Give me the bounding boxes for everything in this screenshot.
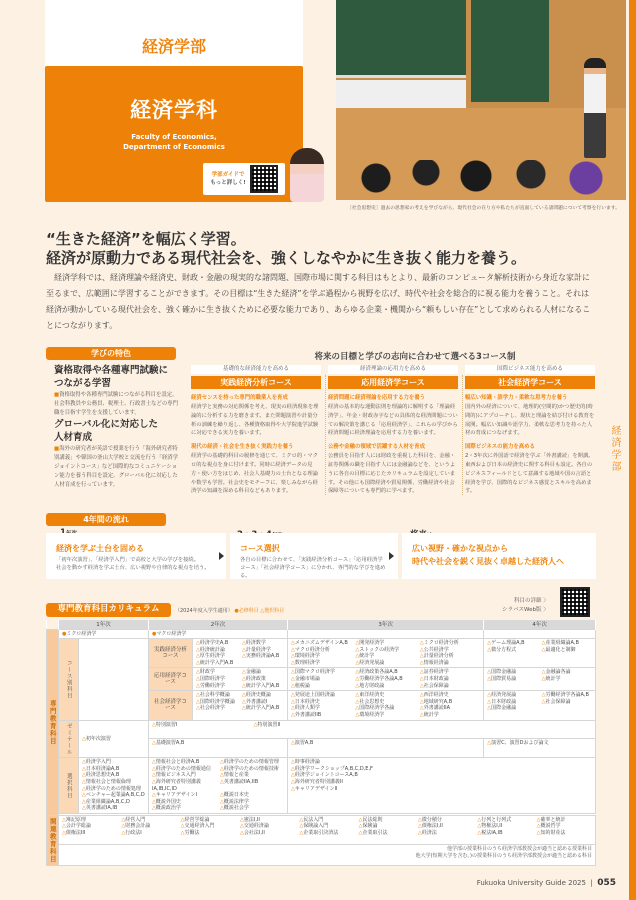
course-subject: △企業取引法 xyxy=(358,830,388,837)
course-subject: △租税論 xyxy=(291,682,310,689)
photo-caption: ［社会思想史］過去の思想家の考えを学びながら、現代社会の在り方や私たちが直面している諸問題について考察を行います。 xyxy=(347,206,620,211)
course-subject: △微分方程式 xyxy=(487,646,517,653)
chalkboard xyxy=(336,0,466,78)
course-subject: △経済史概論 xyxy=(242,692,271,699)
course-subject: △社会思想史 xyxy=(355,698,385,705)
course-subject: △ストックの経済学 xyxy=(355,646,400,653)
course-subject: △証券経済学 xyxy=(419,669,449,676)
course-subject: △債権法I,II xyxy=(417,823,443,830)
curriculum-title: 専門教育科目カリキュラム xyxy=(46,603,171,617)
course-subject: △経済数学 xyxy=(242,640,266,647)
course-subject: △地域研究A,B xyxy=(419,698,453,705)
guide-qr-card[interactable] xyxy=(203,163,285,195)
chalkboard xyxy=(471,0,549,102)
course-subject: △産業組織論A,B,C,D xyxy=(82,798,130,805)
table-row: △基礎演習A,B △演習A,B △演習C、演習Dおよび論文 xyxy=(47,739,596,758)
course-subject: △英書講読IA,IB xyxy=(82,805,118,812)
course-subject: △概説外国史 xyxy=(152,798,181,805)
course-subject: △発展途上国経済論 xyxy=(291,692,335,699)
courses-title: 将来の目標と学びの志向に合わせて選べる3コース制 xyxy=(314,352,516,362)
course-subject: △行列と行列式 xyxy=(477,816,512,823)
arrow-right-icon xyxy=(389,552,394,560)
flow-step-2: コース選択 各自の目標に合わせて、「実践経済分析コース」「応用経済学 コース」「社会経済学コース」に分かれ、専門的な学びを進める。 xyxy=(230,533,398,579)
course-subject: △外書講読I xyxy=(242,698,268,705)
course-subject: △数理経済学 xyxy=(291,659,320,666)
page-edge-stripe xyxy=(629,0,636,900)
course-subject: △労働法 xyxy=(180,830,200,837)
course-subject: △経済学のための情報処理 xyxy=(82,785,141,792)
course-subject: △情報と産業 xyxy=(220,772,249,779)
course-subject: △行政法I xyxy=(121,830,142,837)
course-subject: △経済学ジョイントコースA,B xyxy=(291,772,358,779)
course-subject: △マクロ経済分析 xyxy=(291,646,330,653)
course-subject: △金融論 xyxy=(242,669,261,676)
department-en: Faculty of Economics, Department of Economics xyxy=(123,133,225,151)
course-subject: △経済学ワークショップA,B,C,D,E,F xyxy=(291,765,373,772)
feature-heading: 資格取得や各種専門試験に つながる学習 xyxy=(54,365,169,389)
lead-heading-2: 経済が原動力である現代社会を、強くしなやかに生き抜く能力を養う。 xyxy=(46,249,527,267)
course-subject: △債権法III xyxy=(62,830,86,837)
course-subject: △外書講読IIA xyxy=(419,705,451,712)
course-subject: △ベンチャー起業論A,B,C,D xyxy=(82,792,145,799)
course-subject: △税法IA,IB xyxy=(477,830,503,837)
feature-heading: グローバル化に対応した 人材育成 xyxy=(54,419,159,443)
flow-step-1: 経済を学ぶ土台を固める 「初年次演習」、「経済学入門」で高校と大学の学びを接続。 社会を動かす経済を学ぶ土台、広い視野や自律的な視点を培う。 xyxy=(46,533,226,579)
course-subject: △社会科学概論 xyxy=(196,692,230,699)
course-subject: △計量経済分析 xyxy=(419,653,454,660)
course-subject: △社会保障論 xyxy=(541,698,571,705)
course-subject: △企業取引決済法 xyxy=(299,830,339,837)
course-subject: △微分積分 xyxy=(417,816,442,823)
course-name: 実践経済分析コース xyxy=(191,376,321,389)
course-subject: △財政学 xyxy=(196,669,215,676)
course-subject: △外書講読IIB xyxy=(291,712,322,719)
course-subject: △金融市場論 xyxy=(291,676,320,683)
curriculum-legend: （2024年度入学生適用） ●必修科目 △選択科目 xyxy=(175,608,285,614)
faculty-title: 経済学部 xyxy=(141,37,206,56)
table-row: 選択科目 △経済学入門 △日本経済論A,B △経済思想史A,B △情報社会と情報倫理 △経済学のための情報処理 △ベンチャー起業論A,B,C,D △産業組織論A,B,C,D △英書講読IA,IB △情報社会と経済A,B △経済学のための情報管理 △経済学のための情報通信 △経済学のための情報技術 △情報ビジネス入門 △情報と産業 △海外研究者特別講義 IA,IB,IC,ID △英書講読IIA,IIB △キャリアデザインI △概説日本史 △概説外国史 △概説法律学 △概説政治学 △概説社会学 △時事経済論 △経済学ワークショップA,B,C,D,E,F △経済学ジョイントコースA,B △海外研究者特別講義II △キャリアデザインII xyxy=(47,758,596,814)
wall-band xyxy=(336,80,466,108)
course-subject: △経済政策 xyxy=(242,676,266,683)
course-subject: △会社法I,II xyxy=(239,830,265,837)
course-subject: △保険論入門 xyxy=(299,823,329,830)
course-subject: △簿記原理 xyxy=(62,816,86,823)
course-subject: △国際貿易論 xyxy=(487,676,517,683)
course-name: 応用経済学コース xyxy=(328,376,458,389)
course-subject: △西洋経済史 xyxy=(419,692,449,699)
course-subject: △統計学入門A,B xyxy=(242,705,280,712)
course-subject: △交通経済論 xyxy=(239,823,269,830)
course-subject: △金融論各論 xyxy=(541,669,571,676)
divider xyxy=(325,375,326,495)
department-title: 経済学科 xyxy=(130,98,218,122)
course-subject: △経営学総論 xyxy=(180,816,210,823)
course-subject: △国際金融論 xyxy=(487,705,517,712)
course-card-practical: 基礎的な経済能力を高める 実践経済分析コース 経済センスを持った専門的職業人を育成 経済学と実務の対応関係を考え、現実の経済現象を理論的に分析する力を磨きます。また問題演習や計量分析の訓練を繰り返し、各種資格取得や大学院進学試験に対応できる実力を養います。 現代の経済・社会を生き抜く実践力を養う 経済学の基礎的科目の履修を通じて、ミクロ的・マクロ的な視点を身に付けます。同時に経済データの見方・使い方をはじめ、社会人基礎力の土台となる理論や数学も学習。社会史をモチーフに、楽しみながら経済学の知識を深める科目などもあります。 xyxy=(191,365,321,496)
page-footer: Fukuoka University Guide 2025 | 055 xyxy=(476,878,616,888)
lecture-photo xyxy=(336,0,626,200)
side-index-label: 経済学部 xyxy=(609,425,620,473)
course-subject: △確率と統計 xyxy=(536,816,566,823)
course-subject: △財務会計論 xyxy=(121,823,151,830)
intro-paragraph: 経済学科では、経済理論や経済史、財政・金融の現実的な諸問題、国際市場に関する科目はもとより、最新のコンピュータ解析技術から身近な家計に至るまで、広範囲に学習することができます。その目標は“生きた経済”を学ぶ過程から視野を広げ、時代や社会を総合的に視る能力を養うこと。それは経済が動かしている現代社会を、強く確かに生き抜くために必要な能力であり、あらゆる企業・機関から“頼もしい存在”として求められる人材になることにつながります。 xyxy=(46,273,591,330)
table-row: ゼミナール △初年次演習 △特別演習I △特別演習II xyxy=(47,720,596,739)
course-subject: △経済発展論 xyxy=(487,692,517,699)
course-subject: △経済学入門 xyxy=(82,759,111,766)
course-subject: △英書講読IIA,IIB xyxy=(220,778,259,785)
course-subject: △統計学 xyxy=(355,653,375,660)
course-card-social: 国際ビジネス能力を高める 社会経済学コース 幅広い知識・語学力・柔軟な思考力を養う 国内外の経済について、地理的(空間的)かつ歴史的(時間的)にアプローチし、現状と理論を結び付ける教育を展開。幅広い知識や語学力、柔軟な思考力を持った人材の育成につなげます。 国際ビジネスの能力を高める 2・3年次に外国語で経済を学ぶ「外書講読」を開講。東西および日本の経済史に関する科目も設定。各自のビジネスフィールドとして意識する地域や国の言語と経済を学び、国際的なビジネス感覚とスキルを高めます。 xyxy=(465,366,595,495)
course-subject: △環境経済学 xyxy=(355,712,385,719)
course-subject: △経済学のための情報技術 xyxy=(220,765,279,772)
course-subject: △労働経済学各論A,B xyxy=(541,692,589,699)
course-subject: △情報ビジネス入門 xyxy=(152,772,196,779)
course-subject: △産業組織論A,B xyxy=(541,640,579,647)
course-subject: △厚生経済学 xyxy=(196,653,225,660)
course-subject: △日本経済論A,B xyxy=(82,765,120,772)
course-subject: △保険論 xyxy=(358,823,378,830)
course-subject: △ミクロ経済分析 xyxy=(419,640,459,647)
course-subject: △会計学総論 xyxy=(62,823,91,830)
table-row: コース別科目 実践経済分析コース △経済学史A,B △経済数学 △経済統計論 △計量経済学 △厚生経済学 △実務経済論A,B △統計学入門A,B △メカニズムデザインA,B △開発経済学 △ミクロ経済分析 △マクロ経済分析 △ストックの経済学 △公共経済学 △環境経済学 △統計学 △計量経済分析 △数理経済学 △経済発展論 △情報経済論 △ゲーム理論A,B △産業組織論A,B △微分方程式 △最適化と制御 xyxy=(47,639,596,668)
course-subject: △統計学入門A,B xyxy=(242,682,280,689)
course-subject: △経済統計論 xyxy=(196,646,225,653)
course-subject: △メカニズムデザインA,B xyxy=(291,640,348,647)
course-subject: △経済学のための情報管理 xyxy=(220,759,279,766)
table-row: 社会経済学コース △社会科学概論 △経済史概論 △国際経済学概論 △外書講読I △社会経済学 △統計学入門A,B △発展途上国経済論 △東洋経済史 △西洋経済史 △日本経済史 △社会思想史 △地域研究A,B △経済人類学 △国際経済学各論 △外書講読IIA △外書講読IIB △環境経済学 △統計学 △経済発展論 △労働経済学各論A,B △日本財政論 △社会保障論 △国際金融論 xyxy=(47,691,596,720)
course-subject: △経済政策各論A,B xyxy=(355,669,398,676)
course-subject: △経済思想史A,B xyxy=(82,772,120,779)
course-subject: △経済法 xyxy=(417,830,437,837)
course-subject: △ゲーム理論A,B xyxy=(487,640,525,647)
feature-body: ■海外の研究者が英語で授業を行う「海外研究者特別講義」や韓国の釜山大学校と交流を行う「経済学ジョイントコース」など国際的なコミュニケーション能力を養う科目を設定。グローバル化に対応した人材育成を行っています。 xyxy=(54,446,178,488)
course-subject: △概説日本史 xyxy=(220,792,249,799)
course-subject: △社会保障論 xyxy=(419,682,449,689)
course-subject: △開発経済学 xyxy=(355,640,385,647)
course-subject: △交通経済入門 xyxy=(180,823,215,830)
course-subject: △統計学 xyxy=(541,676,561,683)
course-subject: △概説哲学 xyxy=(536,823,561,830)
course-subject: △キャリアデザインII xyxy=(291,785,338,792)
course-subject: △時事経済論 xyxy=(291,759,320,766)
course-subject: △概説社会学 xyxy=(220,805,249,812)
course-subject: △情報社会と経済A,B xyxy=(152,759,200,766)
course-subject: △計量経済学 xyxy=(242,646,271,653)
course-subject: △情報社会と情報倫理 xyxy=(82,778,131,785)
label-specialized: 専門教育科目 xyxy=(47,629,59,815)
course-subject: △概説法律学 xyxy=(220,798,249,805)
feature-body: ■資格取得や各種専門試験につながる科目を設定。社会科教員や公務員、税理士、行政書士などの専門職を目指す学生を支援しています。 xyxy=(54,392,178,416)
arrow-right-icon xyxy=(219,552,224,560)
course-subject: △キャリアデザインI xyxy=(152,792,197,799)
course-subject: △日本財政論 xyxy=(487,698,517,705)
course-subject: △社会経済学 xyxy=(196,705,225,712)
flow-step-3: 広い視野・確かな視点から 時代や社会を鋭く見抜く卓越した経済人へ xyxy=(402,533,596,579)
lecturer-figure xyxy=(584,58,606,158)
course-subject: △経済発展論 xyxy=(355,659,385,666)
course-subject: △東洋経済史 xyxy=(355,692,385,699)
course-subject: △日本経済史 xyxy=(291,698,320,705)
course-name: 社会経済学コース xyxy=(465,376,595,389)
qr-code-icon[interactable] xyxy=(250,165,278,193)
course-subject: △物権法I,II xyxy=(477,823,503,830)
table-row: 関連教育科目 △簿記原理 △経営入門 △経営学総論 △憲法I,II △民法入門 △民法総則 △微分積分 △行列と行列式 △確率と統計 △会計学総論 △財務会計論 △交通経済入門 △交通経済論 △保険論入門 △保険論 △債権法I,II △物権法I,II △概説哲学 △債権法III △行政法I △労働法 △会社法I,II △企業取引決済法 △企業取引法 △経済法 △税法IA,IB △知的財産法 xyxy=(47,815,596,844)
students-figures xyxy=(356,160,626,200)
course-subject: △概説政治学 xyxy=(152,805,181,812)
course-subject: △知的財産法 xyxy=(536,830,566,837)
course-subject: △公共経済学 xyxy=(419,646,449,653)
course-subject: △国際経済学 xyxy=(196,676,225,683)
course-card-applied: 経済理論の応用力を高める 応用経済学コース 経済問題に経済理論を応用する力を養う 経済の基本的な運動法則を理論的に解明する「理論経済学」、年金・財政赤字などの具体的な経済問題についての解決策を講じる「応用経済学」、これらの学びから経済問題に経済理論を応用する力を養います。 公務や金融の領域で活躍する人材を育成 公務員を目指す人には財政を重視した科目を、金融・証券関係の職を目指す人には金融論などを、というように各自の目標に応じたカリキュラムを設定しています。その他にも国際経済や貿易関係、労働経済や社会保障等についても専門的に学べます。 xyxy=(328,366,458,495)
course-subject: △労働経済学各論A,B xyxy=(355,676,403,683)
course-subject: △国際マクロ経済学 xyxy=(291,669,335,676)
course-subject: △情報経済論 xyxy=(419,659,449,666)
syllabus-link[interactable]: 科目の詳細 〉 シラバスWeb版 〉 xyxy=(502,598,549,613)
course-subject: △日本財政論 xyxy=(419,676,449,683)
features-title: 学びの特色 xyxy=(46,347,176,360)
course-subject: △統計学 xyxy=(419,712,439,719)
course-subject: △国際経済学概論 xyxy=(196,698,235,705)
course-subject: △地方財政論 xyxy=(355,682,385,689)
course-subject: △国際経済学各論 xyxy=(355,705,395,712)
flow-title: 4年間の流れ xyxy=(46,513,166,526)
course-subject: △労働経済学 xyxy=(196,682,225,689)
course-subject: △国際金融論 xyxy=(487,669,517,676)
course-subject: △民法総則 xyxy=(358,816,383,823)
course-subject: △経営入門 xyxy=(121,816,146,823)
course-subject: △経済学史A,B xyxy=(196,640,229,647)
student-illustration xyxy=(290,148,324,202)
guide-text: 学部ガイドで もっと詳しく! xyxy=(210,172,246,186)
table-row: 応用経済学コース △財政学 △金融論 △国際経済学 △経済政策 △労働経済学 △統計学入門A,B △国際マクロ経済学 △経済政策各論A,B △証券経済学 △金融市場論 △労働経済学各論A,B △日本財政論 △租税論 △地方財政論 △社会保障論 △国際金融論 △金融論各論 △国際貿易論 △統計学 xyxy=(47,668,596,691)
course-subject: △海外研究者特別講義 IA,IB,IC,ID xyxy=(152,778,201,792)
department-panel xyxy=(45,66,303,202)
course-subject: △海外研究者特別講義II xyxy=(291,778,343,785)
curriculum-table: 1年次 2年次 3年次 4年次 専門教育科目 ●ミクロ経済学 ●マクロ経済学 コース別科目 実践経済分析コース △経済学史A,B △経済数学 △経済統計論 △計量経済学 △厚生経済学 △実務経済論A,B △統計学入門A,B △メカニズムデザインA,B △開発経済学 △ミクロ経済分析 △マクロ経済分析 △ストックの経済学 △公共経済学 △環境経済学 △統計学 △計量経済分析 △数理経済学 △経済発展論 △情報経済論 △ゲーム理論A,B △産業組織論A,B △微分方程式 △最適化と制御 応用経済学コース △財政学 △金融論 △国際経済学 △経済政策 △労働経済学 △統計学入門A,B △国際マクロ経済学 △経済政策各論A,B △証券経済学 △金融市場論 △労働経済学各論A,B △日本財政論 △租税論 △地方財政論 △社会保障論 △国際金融論 △金融論各論 △国際貿易論 △統計学 社会経済学コース △社会科学概論 △経済史概論 △国際経済学概論 △外書講読I △社会経済学 △統計学入門A,B △発展途上国経済論 △東洋経済史 △西洋経済史 △日本経済史 △社会思想史 △地域研究A,B △経済人類学 △国際経済学各論 △外書講読IIA △外書講読IIB △環境経済学 △統計学 △経済発展論 △労働経済学各論A,B △日本財政論 △社会保障論 △国際金融論 ゼミナール △初年次演習 △特別演習I △特別演習II △基礎演習A,B △演習A,B △演習C、演習Dおよび論文 選択科目 △経済学入門 △日本経済論A,B △経済思想史A,B △情報社会と情報倫理 △経済学のための情報処理 △ベンチャー起業論A,B,C,D △産業組織論A,B,C,D △英書講読IA,IB △情報社会と経済A,B △経済学のための情報管理 △経済学のための情報通信 △経済学のための情報技術 △情報ビジネス入門 △情報と産業 △海外研究者特別講義 IA,IB,IC,ID △英書講読IIA,IIB △キャリアデザインI △概説日本史 △概説外国史 △概説法律学 △概説政治学 △概説社会学 △時事経済論 △経済学ワークショップA,B,C,D,E,F △経済学ジョイントコースA,B △海外研究者特別講義II △キャリアデザインII 関連教育科目 △簿記原理 △経営入門 △経営学総論 △憲法I,II △民法入門 △民法総則 △微分積分 △行列と行列式 △確率と統計 △会計学総論 △財務会計論 △交通経済入門 △交通経済論 △保険論入門 △保険論 △債権法I,II △物権法I,II △概説哲学 △債権法III △行政法I △労働法 △会社法I,II △企業取引決済法 △企業取引法 △経済法 △税法IA,IB △知的財産法 他学部の授業科目のうち経済学部教授会が適当と認める授業科目 他大学(短期大学を含む。)の授業科目のうち経済学部教授会が適当と認める科目 xyxy=(46,620,596,866)
course-subject: △環境経済学 xyxy=(291,653,320,660)
course-subject: △経済人類学 xyxy=(291,705,320,712)
divider xyxy=(462,375,463,495)
course-subject: △統計学入門A,B xyxy=(196,659,234,666)
course-subject: △経済学のための情報通信 xyxy=(152,765,211,772)
lead-heading-1: “生きた経済”を幅広く学習。 xyxy=(46,230,246,248)
course-subject: △実務経済論A,B xyxy=(242,653,280,660)
course-subject: △最適化と制御 xyxy=(541,646,576,653)
course-subject: △民法入門 xyxy=(299,816,324,823)
course-subject: △憲法I,II xyxy=(239,816,260,823)
syllabus-qr-icon[interactable] xyxy=(560,587,590,617)
